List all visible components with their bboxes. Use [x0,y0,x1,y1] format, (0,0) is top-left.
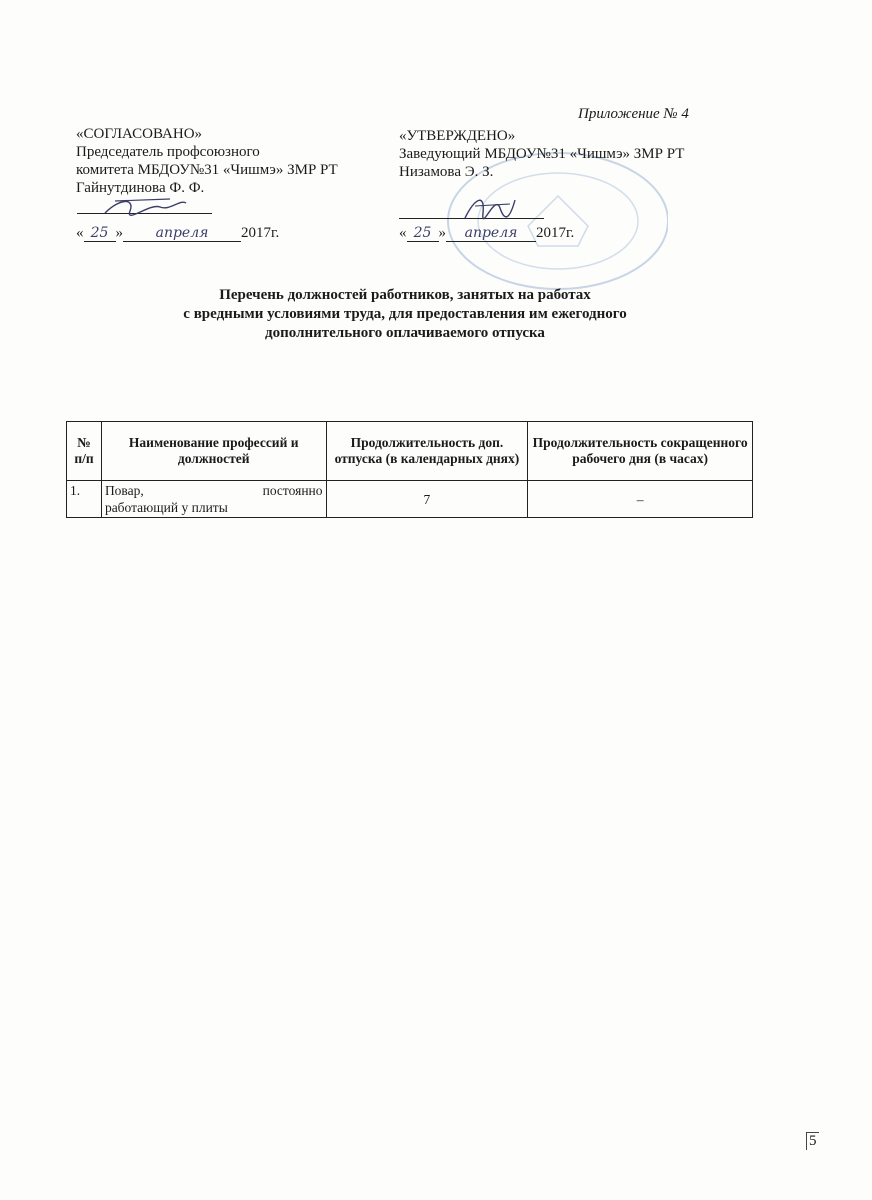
agreed-heading: «СОГЛАСОВАНО» [76,126,203,142]
table-header-row [67,422,753,481]
approved-date-year: 2017г. [536,225,575,241]
row-number: 1. [67,481,102,518]
header-short-day-hours: Продолжительность сокращенного рабочего дня (в часах) [528,422,753,481]
title-line-1: Перечень должностей работников, занятых на работах [219,287,591,303]
document-title [110,286,700,343]
page-number: 5 [806,1132,819,1150]
title-line-3: дополнительного оплачиваемого отпуска [265,325,545,341]
positions-table [66,421,753,518]
agreed-date-year: 2017г. [241,225,280,241]
row-leave-days: 7 [326,481,528,518]
agreed-signature-icon [100,193,190,221]
row-position-word-2: постоянно [262,483,323,498]
agreed-position: Председатель профсоюзного [76,144,260,160]
agreed-date-month: апреля [123,225,241,242]
header-number: № п/п [67,422,102,481]
agreed-date: « 25 » апреля 2017г. [76,225,280,241]
approved-heading: «УТВЕРЖДЕНО» [399,128,516,144]
approved-date-day: 25 [407,225,439,242]
approved-signature-icon [455,188,525,228]
approved-date-month: апреля [446,225,536,242]
approved-block [399,127,684,181]
table-row [67,481,753,518]
agreed-organization: комитета МБДОУ№31 «Чишмэ» ЗМР РТ [76,162,338,178]
row-position-line-2: работающий у плиты [104,500,228,515]
agreed-person: Гайнутдинова Ф. Ф. [76,180,205,196]
appendix-label: Приложение № 4 [578,106,689,122]
header-position: Наименование профессий и должностей [101,422,326,481]
row-short-day-hours: – [528,481,753,518]
approved-date: « 25 » апреля 2017г. [399,225,575,241]
header-leave-days: Продолжительность доп. отпуска (в календарных днях) [326,422,528,481]
agreed-block [76,125,338,197]
title-line-2: с вредными условиями труда, для предоставления им ежегодного [183,306,627,322]
agreed-date-day: 25 [84,225,116,242]
approved-person: Низамова Э. З. [399,164,494,180]
approved-position: Заведующий МБДОУ№31 «Чишмэ» ЗМР РТ [399,146,685,162]
row-position [101,481,326,518]
row-position-word-1: Повар, [104,483,144,498]
